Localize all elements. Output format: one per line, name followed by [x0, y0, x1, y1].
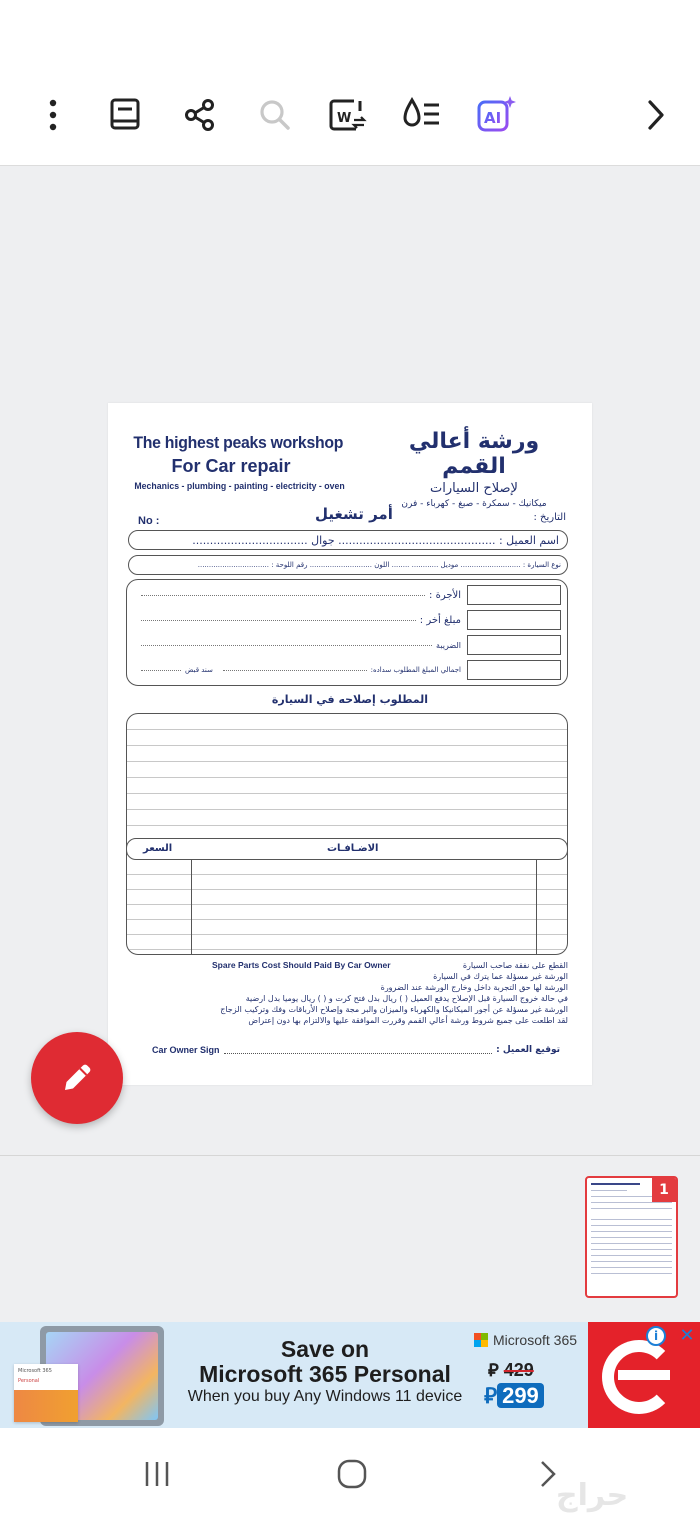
old-price: [488, 1358, 534, 1381]
fee-label: الضريبة: [436, 640, 461, 650]
ad-subline: When you buy Any Windows 11 device: [187, 1388, 463, 1405]
fee-label: مبلغ أخر :: [419, 614, 461, 626]
fee-value-box: [467, 610, 561, 630]
fee-label: الأجرة :: [429, 589, 461, 601]
terms-line: الورشة لها حق التجربة داخل وخارج الورشة عند الضرورة: [380, 983, 568, 992]
chevron-right-icon[interactable]: [634, 93, 678, 137]
microsoft-logo-icon: [474, 1333, 488, 1347]
arabic-title: ورشة أعالي القمم: [408, 429, 540, 479]
fee-row-tax: [137, 635, 561, 655]
fee-value-box: [467, 635, 561, 655]
panel-divider: [0, 1155, 700, 1156]
fee-dots: [141, 645, 432, 646]
terms-parts-english: Spare Parts Cost Should Paid By Car Owner: [212, 960, 391, 970]
terms-line: لقد اطلعت على جميع شروط ورشة أعالي القمم وقررت الموافقة عليها والالتزام بها دون إعتراض: [248, 1016, 568, 1025]
fee-dots: [141, 595, 425, 596]
fee-value-box: [467, 660, 561, 680]
new-price-value: 299: [497, 1383, 544, 1408]
signature-label-arabic: توقيع العميل :: [496, 1045, 560, 1055]
terms-parts-arabic: القطع على نفقة صاحب السيارة: [462, 961, 568, 970]
fees-box: [126, 579, 568, 686]
fee-label: اجمالي المبلغ المطلوب سداده:: [370, 666, 461, 674]
convert-to-word-icon[interactable]: [326, 93, 370, 137]
price-column-label: السعر: [143, 843, 173, 854]
microsoft-brand-text: Microsoft 365: [493, 1332, 578, 1348]
english-subtitle: For Car repair: [171, 456, 291, 476]
text-to-speech-icon[interactable]: [400, 93, 444, 137]
ad-headline-1: Save on: [280, 1336, 370, 1362]
top-toolbar: [0, 0, 700, 166]
customer-name-field: اسم العميل : ............................................. جوال .................................: [128, 530, 568, 550]
advertisement-banner[interactable]: [0, 1322, 700, 1428]
fee-row-labor: [137, 585, 561, 605]
ai-assistant-icon[interactable]: [475, 93, 519, 137]
fee-dots: [141, 670, 181, 671]
share-icon[interactable]: [178, 93, 222, 137]
addons-header: [126, 838, 568, 860]
search-icon[interactable]: [253, 93, 297, 137]
signature-dots: [224, 1053, 493, 1054]
order-number-label: No :: [138, 515, 160, 527]
page-number-badge: 1: [652, 1178, 676, 1202]
arabic-services: ميكانيك - سمكرة - صبغ - كهرباء - فرن: [401, 499, 547, 509]
terms-parts-line: [128, 960, 568, 971]
edit-fab-button[interactable]: [31, 1032, 123, 1124]
fee-row-total: [137, 660, 561, 680]
signature-label-english: Car Owner Sign: [152, 1045, 220, 1055]
receipt-label: سند قبض: [185, 666, 213, 674]
haraj-watermark: حراج: [556, 1478, 629, 1513]
repairs-box: [126, 713, 568, 955]
terms-line: الورشة غير مسؤلة عما يترك في السيارة: [433, 972, 568, 981]
recent-apps-icon: [142, 1459, 172, 1489]
english-services: Mechanics - plumbing - painting - electricity - oven: [134, 481, 345, 492]
home-button[interactable]: [330, 1456, 374, 1492]
new-price: [484, 1382, 544, 1410]
reading-mode-icon[interactable]: [103, 93, 147, 137]
terms-line: في حالة خروج السيارة قبل الإصلاح يدفع العميل ( ) ريال بدل فتح كرت و ( ) ريال يوميا بدل ارضية: [245, 994, 568, 1003]
ad-close-icon[interactable]: ✕: [679, 1324, 695, 1346]
addons-grid: [127, 860, 567, 954]
svg-text:W: W: [337, 111, 352, 126]
fee-dots: [223, 670, 367, 671]
terms-line: الورشة غير مسؤلة عن أجور الميكانيكا والكهرباء والميزان والبر مجة وإصلاح الأرباقات وفك وتركيب الزجاج: [220, 1005, 568, 1014]
fee-row-other: [137, 610, 561, 630]
ad-headline: [180, 1336, 470, 1407]
order-title-row: [130, 505, 570, 525]
workshop-name-arabic: [374, 429, 574, 509]
addons-column-label: الاضـافـات: [327, 843, 379, 854]
microsoft-brand: [474, 1332, 577, 1348]
ad-headline-2: Microsoft 365 Personal: [199, 1361, 451, 1387]
workshop-name-english: [126, 433, 345, 492]
box-brand-text: Microsoft 365: [18, 1368, 52, 1374]
box-tag-text: Personal: [18, 1378, 40, 1384]
product-box-image: [14, 1364, 78, 1422]
document-page[interactable]: [108, 403, 592, 1085]
old-price-value: 429: [503, 1360, 534, 1380]
more-options-icon[interactable]: [31, 93, 75, 137]
date-label: التاريخ :: [533, 512, 566, 523]
repairs-section-title: المطلوب إصلاحه في السيارة: [271, 693, 429, 706]
page-thumbnail[interactable]: [585, 1176, 678, 1298]
svg-text:AI: AI: [484, 109, 502, 127]
home-icon: [336, 1458, 368, 1490]
work-order-title: أمر تشغيل: [315, 505, 393, 523]
english-title: The highest peaks workshop: [133, 433, 344, 452]
fee-dots: [141, 620, 416, 621]
pencil-edit-icon: [57, 1058, 97, 1098]
arabic-subtitle: لإصلاح السيارات: [430, 481, 518, 496]
car-details-field: نوع السيارة : ........................... موديل ............ ........ اللون ............................ رقم اللوحة : ................................: [128, 555, 568, 575]
repairs-lines: [127, 714, 567, 839]
ad-info-icon[interactable]: i: [646, 1326, 666, 1346]
currency-symbol: ⃁: [484, 1383, 498, 1408]
signature-row: [152, 1043, 560, 1057]
terms-section: [128, 960, 568, 1026]
fee-value-box: [467, 585, 561, 605]
recent-apps-button[interactable]: [135, 1456, 179, 1492]
currency-symbol: ⃁: [488, 1360, 499, 1380]
